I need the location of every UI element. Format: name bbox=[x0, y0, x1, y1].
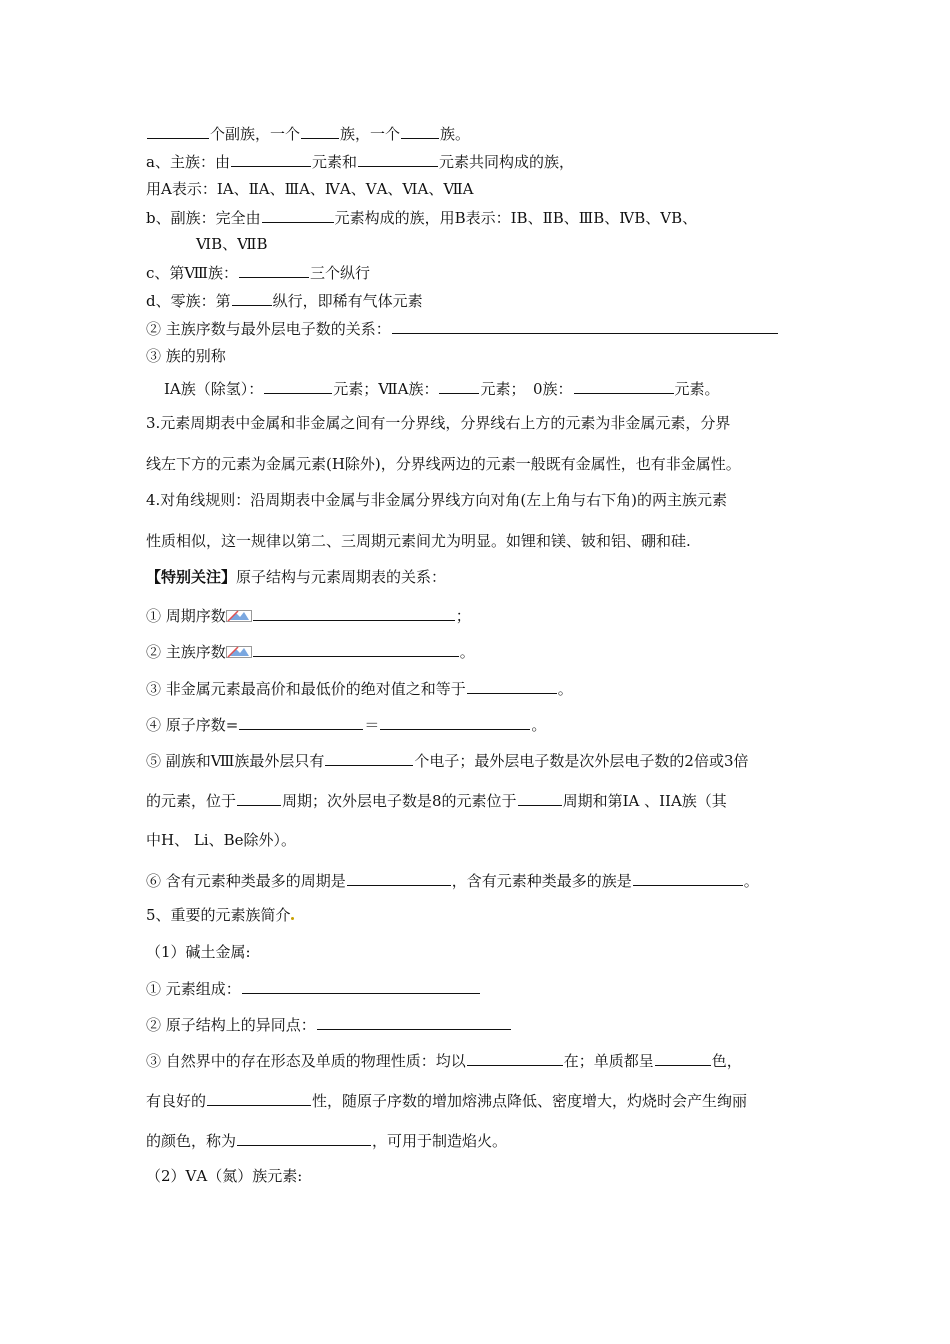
fill-blank[interactable] bbox=[242, 978, 480, 994]
text-segment: ③ 非金属元素最高价和最低价的绝对值之和等于 bbox=[146, 680, 466, 698]
text-line-3: 用A表示：ⅠA、ⅡA、ⅢA、ⅣA、ⅤA、ⅥA、ⅦA bbox=[146, 180, 474, 198]
fill-blank[interactable] bbox=[239, 714, 363, 730]
text-segment: b、副族：完全由 bbox=[146, 209, 261, 227]
fill-blank[interactable] bbox=[231, 151, 311, 167]
text-segment: ① 周期序数 bbox=[146, 607, 226, 625]
fill-blank[interactable] bbox=[253, 641, 459, 657]
text-line-4 bbox=[146, 207, 697, 228]
text-line-5: ⅥB、ⅦB bbox=[196, 235, 268, 253]
text-line-19 bbox=[146, 714, 546, 735]
text-segment: ② 主族序数与最外层电子数的关系： bbox=[146, 320, 391, 338]
text-segment: ，可用于制造焰火。 bbox=[372, 1132, 508, 1150]
text-line-9: ③ 族的别称 bbox=[146, 347, 226, 365]
fill-blank[interactable] bbox=[380, 714, 530, 730]
text-segment: 周期和第IA 、IIA族（其 bbox=[562, 792, 727, 810]
text-segment: 。 bbox=[459, 643, 475, 661]
text-segment: 有良好的 bbox=[146, 1092, 207, 1110]
text-segment: 元素。 bbox=[674, 380, 720, 398]
text-line-30 bbox=[146, 1130, 507, 1151]
fill-blank[interactable] bbox=[207, 1090, 311, 1106]
text-line-17 bbox=[146, 641, 475, 662]
special-attention-label: 【特别关注】 bbox=[146, 568, 237, 586]
text-segment: 元素； 0族： bbox=[480, 380, 573, 398]
broken-image-icon bbox=[226, 645, 252, 659]
text-segment: 个电子；最外层电子数是次外层电子数的2倍或3倍 bbox=[414, 752, 749, 770]
text-segment: ，含有元素种类最多的族是 bbox=[451, 872, 632, 890]
text-line-1 bbox=[146, 123, 470, 144]
fill-blank[interactable] bbox=[253, 605, 455, 621]
text-line-2 bbox=[146, 151, 574, 172]
text-segment: 族。 bbox=[440, 125, 471, 143]
fill-blank[interactable] bbox=[237, 790, 281, 806]
fill-blank[interactable] bbox=[264, 378, 332, 394]
text-line-8 bbox=[146, 318, 779, 339]
text-segment: 性，随原子序数的增加熔沸点降低、密度增大，灼烧时会产生绚丽 bbox=[312, 1092, 748, 1110]
text-line-15 bbox=[146, 567, 446, 587]
text-line-24 bbox=[146, 905, 294, 925]
text-segment: 。 bbox=[531, 716, 547, 734]
fill-blank[interactable] bbox=[317, 1014, 511, 1030]
text-segment: ⑤ 副族和Ⅷ族最外层只有 bbox=[146, 752, 325, 770]
fill-blank[interactable] bbox=[347, 870, 451, 886]
fill-blank[interactable] bbox=[518, 790, 562, 806]
text-segment: 的元素，位于 bbox=[146, 792, 237, 810]
text-line-13: 4.对角线规则：沿周期表中金属与非金属分界线方向对角(左上角与右下角)的两主族元素 bbox=[146, 491, 728, 509]
text-segment: ① 元素组成： bbox=[146, 980, 241, 998]
text-line-27 bbox=[146, 1014, 512, 1035]
text-segment: 。 bbox=[743, 872, 759, 890]
text-segment: 在；单质都呈 bbox=[563, 1052, 654, 1070]
fill-blank[interactable] bbox=[401, 123, 439, 139]
fill-blank[interactable] bbox=[358, 151, 438, 167]
text-line-25: （1）碱土金属: bbox=[146, 943, 251, 961]
text-line-18 bbox=[146, 678, 573, 699]
text-line-20 bbox=[146, 750, 749, 771]
text-line-21 bbox=[146, 790, 727, 811]
text-line-10 bbox=[164, 378, 720, 399]
fill-blank[interactable] bbox=[147, 123, 209, 139]
text-line-6 bbox=[146, 262, 370, 283]
text-segment: ④ 原子序数= bbox=[146, 716, 239, 734]
fill-blank[interactable] bbox=[232, 290, 272, 306]
text-segment: 元素构成的族，用B表示：ⅠB、ⅡB、ⅢB、ⅣB、ⅤB、 bbox=[334, 209, 698, 227]
text-line-14: 性质相似，这一规律以第二、三周期元素间尤为明显。如锂和镁、铍和铝、硼和硅. bbox=[146, 532, 691, 550]
text-segment: a、主族：由 bbox=[146, 153, 230, 171]
text-segment: ＝ bbox=[364, 716, 380, 734]
fill-blank[interactable] bbox=[439, 378, 479, 394]
text-line-11: 3.元素周期表中金属和非金属之间有一分界线，分界线右上方的元素为非金属元素，分界 bbox=[146, 414, 731, 432]
fill-blank[interactable] bbox=[325, 750, 413, 766]
text-segment: ； bbox=[455, 607, 471, 625]
fill-blank[interactable] bbox=[633, 870, 743, 886]
text-segment: 的颜色，称为 bbox=[146, 1132, 237, 1150]
text-segment: 元素共同构成的族， bbox=[438, 153, 574, 171]
text-segment: ⅠA族（除氢）： bbox=[164, 380, 264, 398]
text-segment: 三个纵行 bbox=[310, 264, 371, 282]
text-line-23 bbox=[146, 870, 759, 891]
text-line-28 bbox=[146, 1050, 742, 1071]
text-segment: 原子结构与元素周期表的关系： bbox=[236, 568, 447, 586]
text-line-26 bbox=[146, 978, 481, 999]
text-line-16 bbox=[146, 605, 471, 626]
text-segment: ② 原子结构上的异同点： bbox=[146, 1016, 316, 1034]
text-segment: ⑥ 含有元素种类最多的周期是 bbox=[146, 872, 346, 890]
text-segment: ② 主族序数 bbox=[146, 643, 226, 661]
fill-blank[interactable] bbox=[467, 1050, 563, 1066]
broken-image-icon bbox=[226, 609, 252, 623]
fill-blank[interactable] bbox=[392, 318, 778, 334]
fill-blank[interactable] bbox=[237, 1130, 371, 1146]
text-segment: 元素；ⅦA族： bbox=[333, 380, 439, 398]
fill-blank[interactable] bbox=[239, 262, 309, 278]
text-segment: 5、重要的元素族简介 bbox=[146, 906, 291, 924]
text-segment: ③ 自然界中的存在形态及单质的物理性质：均以 bbox=[146, 1052, 466, 1070]
text-segment: 纵行，即稀有气体元素 bbox=[272, 292, 423, 310]
text-segment: c、第Ⅷ族： bbox=[146, 264, 239, 282]
text-segment: 个副族，一个 bbox=[210, 125, 301, 143]
text-line-29 bbox=[146, 1090, 747, 1111]
text-segment: 元素和 bbox=[311, 153, 357, 171]
fill-blank[interactable] bbox=[301, 123, 339, 139]
text-segment: 。 bbox=[557, 680, 573, 698]
decorative-dot bbox=[291, 917, 294, 920]
text-line-22: 中H、 Li、Be除外）。 bbox=[146, 831, 297, 849]
text-segment: 族，一个 bbox=[340, 125, 401, 143]
text-line-12: 线左下方的元素为金属元素(H除外)，分界线两边的元素一般既有金属性，也有非金属性。 bbox=[146, 455, 741, 473]
text-segment: 色， bbox=[711, 1052, 742, 1070]
text-segment: d、零族：第 bbox=[146, 292, 231, 310]
fill-blank[interactable] bbox=[467, 678, 557, 694]
fill-blank[interactable] bbox=[574, 378, 674, 394]
fill-blank[interactable] bbox=[655, 1050, 711, 1066]
fill-blank[interactable] bbox=[262, 207, 334, 223]
text-line-31: （2）ⅤA（氮）族元素: bbox=[146, 1167, 303, 1185]
text-line-7 bbox=[146, 290, 423, 311]
text-segment: 周期；次外层电子数是8的元素位于 bbox=[282, 792, 517, 810]
